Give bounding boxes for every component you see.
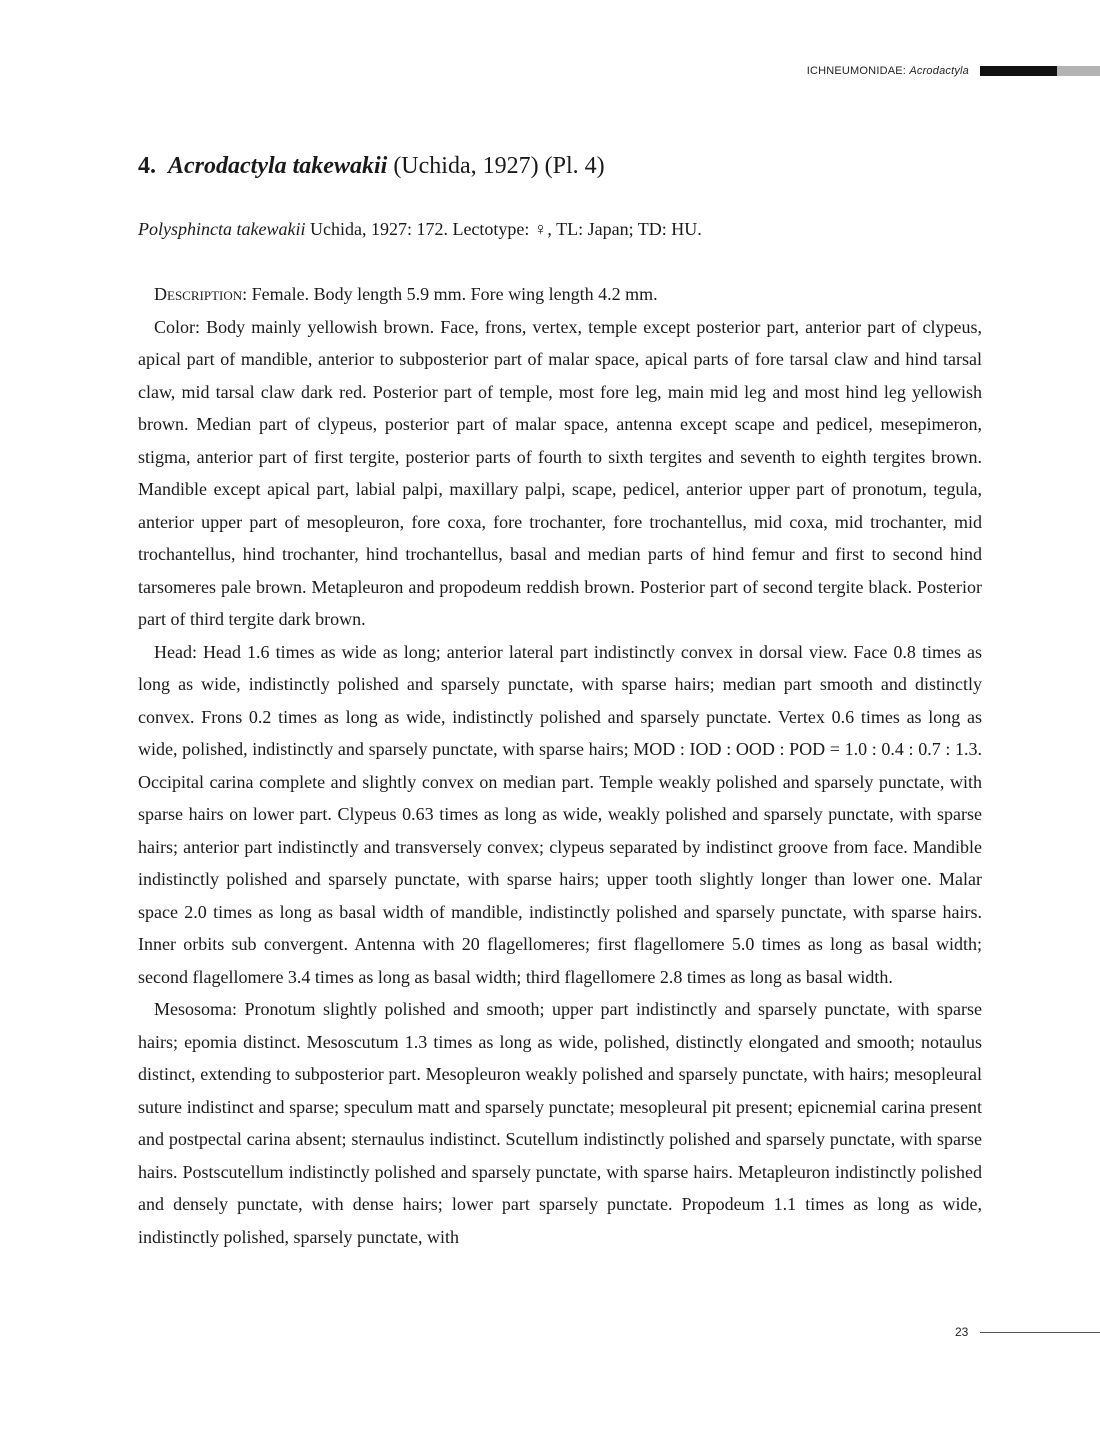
species-title (138, 150, 605, 182)
species-name: Acrodactyla takewakii (168, 153, 388, 179)
synonym-line (138, 216, 702, 242)
header-grey-bar (1057, 66, 1100, 76)
description-intro: : Female. Body length 5.9 mm. Fore wing length 4.2 mm. (242, 284, 658, 304)
running-header-text (807, 65, 969, 77)
description-label: Description (154, 284, 243, 304)
page-footer (955, 1322, 1100, 1342)
running-header (807, 64, 1100, 78)
description-intro-paragraph (138, 278, 982, 311)
head-paragraph: Head: Head 1.6 times as wide as long; anterior lateral part indistinctly convex in dorsal view. Face 0.8 times as long as wide, indistinctly polished and sparsely punctate, with sparse hairs; median part smooth and distinctly convex. Frons 0.2 times as long as wide, indistinctly polished and sparsely punctate. Vertex 0.6 times as long as wide, polished, indistinctly and sparsely punctate, with sparse hairs; MOD : IOD : OOD : POD = 1.0 : 0.4 : 0.7 : 1.3. Occipital carina complete and slightly convex on median part. Temple weakly polished and sparsely punctate, with sparse hairs on lower part. Clypeus 0.63 times as long as wide, weakly polished and sparsely punctate, with sparse hairs; anterior part indistinctly and transversely convex; clypeus separated by indistinct groove from face. Mandible indistinctly polished and sparsely punctate, with sparse hairs; upper tooth slightly longer than lower one. Malar space 2.0 times as long as basal width of mandible, indistinctly polished and sparsely punctate, with sparse hairs. Inner orbits sub convergent. Antenna with 20 flagellomeres; first flagellomere 5.0 times as long as basal width; second flagellomere 3.4 times as long as basal width; third flagellomere 2.8 times as long as basal width. (138, 641, 982, 987)
footer-rule (980, 1332, 1100, 1333)
header-family: ICHNEUMONIDAE: (806, 65, 907, 77)
synonym-name: Polysphincta takewakii (138, 219, 306, 239)
color-paragraph: Color: Body mainly yellowish brown. Face, frons, vertex, temple except posterior part, anterior part of clypeus, apical part of mandible, anterior to subposterior part of malar space, apical parts of fore tarsal claw and hind tarsal claw, mid tarsal claw dark red. Posterior part of temple, most fore leg, main mid leg and most hind leg yellowish brown. Median part of clypeus, posterior part of malar space, antenna except scape and pedicel, mesepimeron, stigma, anterior part of first tergite, posterior parts of fourth to sixth tergites and seventh to eighth tergites brown. Mandible except apical part, labial palpi, maxillary palpi, scape, pedicel, anterior upper part of pronotum, tegula, anterior upper part of mesopleuron, fore coxa, fore trochanter, fore trochantellus, mid coxa, mid trochanter, mid trochantellus, hind trochanter, hind trochantellus, basal and median parts of hind femur and first to second hind tarsomeres pale brown. Metapleuron and propodeum reddish brown. Posterior part of second tergite black. Posterior part of third tergite dark brown. (138, 316, 982, 629)
header-dark-bar (980, 66, 1057, 76)
description-body (138, 278, 982, 1253)
species-plate: (Pl. 4) (544, 153, 605, 179)
page-number: 23 (955, 1325, 969, 1339)
mesosoma-paragraph: Mesosoma: Pronotum slightly polished and smooth; upper part indistinctly and sparsely punctate, with sparse hairs; epomia distinct. Mesoscutum 1.3 times as long as wide, polished, distinctly elongated and smooth; notaulus distinct, extending to subposterior part. Mesopleuron weakly polished and sparsely punctate, with hairs; mesopleural suture indistinct and sparse; speculum matt and sparsely punctate; mesopleural pit present; epicnemial carina present and postpectal carina absent; sternaulus indistinct. Scutellum indistinctly polished and sparsely punctate, with sparse hairs. Postscutellum indistinctly polished and sparsely punctate, with sparse hairs. Metapleuron indistinctly polished and densely punctate, with dense hairs; lower part sparsely punctate. Propodeum 1.1 times as long as wide, indistinctly polished, sparsely punctate, with (138, 999, 982, 1247)
synonym-citation: Uchida, 1927: 172. Lectotype: ♀, TL: Japan; TD: HU. (309, 219, 702, 239)
species-author: (Uchida, 1927) (393, 153, 539, 179)
species-number: 4. (138, 153, 156, 179)
header-genus: Acrodactyla (909, 65, 969, 77)
